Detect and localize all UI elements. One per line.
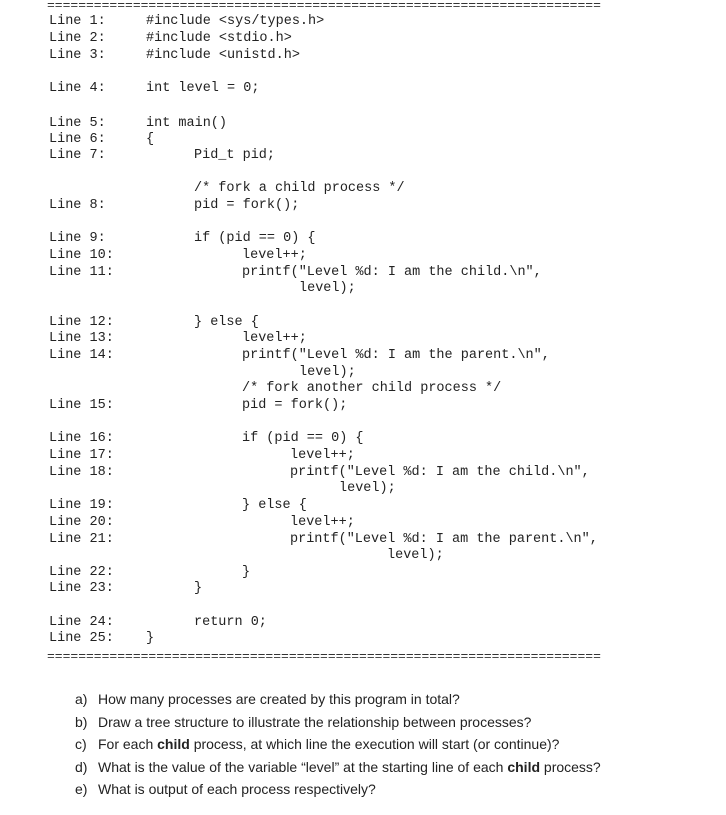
code-text: #include <unistd.h> <box>146 48 300 63</box>
line-number: Line 24: <box>49 615 114 630</box>
line-number: Line 18: <box>49 465 114 480</box>
code-text: int main() <box>146 116 228 131</box>
code-text: #include <sys/types.h> <box>146 14 325 29</box>
code-text: { <box>146 132 155 147</box>
line-number: Line 21: <box>49 532 114 547</box>
question-marker: b) <box>75 713 88 730</box>
line-number: Line 13: <box>49 331 114 346</box>
question-text: What is the value of the variable “level” at the starting line of each <box>98 758 508 775</box>
code-line <box>0 14 726 30</box>
code-line <box>0 81 726 97</box>
code-text: } else { <box>242 498 307 513</box>
question-marker: a) <box>75 691 88 707</box>
code-line <box>0 148 726 164</box>
question-emphasis: child <box>507 758 541 775</box>
code-text: if (pid == 0) { <box>242 431 364 446</box>
code-text: #include <stdio.h> <box>146 31 292 46</box>
question-emphasis: child <box>157 736 190 753</box>
line-number: Line 12: <box>49 315 114 330</box>
code-text: printf("Level %d: I am the parent.\n", <box>242 348 550 363</box>
code-line <box>0 431 726 447</box>
code-line <box>0 532 726 548</box>
line-number: Line 7: <box>49 148 106 163</box>
code-text: } else { <box>194 315 259 330</box>
question-item <box>75 733 601 756</box>
code-line <box>0 331 726 347</box>
code-line <box>0 631 726 647</box>
line-number: Line 17: <box>49 448 114 463</box>
code-text: pid = fork(); <box>194 198 300 213</box>
code-line <box>0 231 726 247</box>
code-text: level); <box>387 548 444 563</box>
line-number: Line 1: <box>49 14 106 29</box>
question-text: process? <box>540 758 601 775</box>
code-line <box>0 315 726 331</box>
code-text: } <box>194 581 203 596</box>
line-number: Line 25: <box>49 631 114 646</box>
bottom-separator: ======================================================================= <box>47 649 601 664</box>
code-line <box>0 515 726 531</box>
line-number: Line 8: <box>49 198 106 213</box>
line-number: Line 5: <box>49 116 106 131</box>
code-text: level++; <box>242 248 307 263</box>
code-text: level++; <box>290 448 355 463</box>
line-number: Line 16: <box>49 431 114 446</box>
question-text: What is output of each process respectively? <box>98 781 376 798</box>
question-marker: c) <box>75 736 87 753</box>
code-text: } <box>146 631 155 646</box>
code-line <box>0 116 726 132</box>
code-line <box>0 198 726 214</box>
code-text: printf("Level %d: I am the child.\n", <box>290 465 590 480</box>
question-text: For each <box>98 736 158 753</box>
line-number: Line 20: <box>49 515 114 530</box>
code-text: level++; <box>290 515 355 530</box>
code-text: printf("Level %d: I am the child.\n", <box>242 265 542 280</box>
code-line <box>0 581 726 597</box>
code-text: level); <box>339 481 396 496</box>
question-marker: e) <box>75 781 88 798</box>
code-text: Pid_t pid; <box>194 148 276 163</box>
question-text: process, at which line the execution will start (or continue)? <box>189 736 560 753</box>
code-text: if (pid == 0) { <box>194 231 316 246</box>
code-line <box>0 31 726 47</box>
top-separator: ======================================================================= <box>47 0 601 13</box>
code-text: /* fork another child process */ <box>242 381 502 396</box>
code-line <box>0 465 726 481</box>
code-line <box>0 615 726 631</box>
code-text: printf("Level %d: I am the parent.\n", <box>290 532 598 547</box>
line-number: Line 11: <box>49 265 114 280</box>
code-continuation <box>0 548 726 564</box>
question-item <box>75 778 601 801</box>
question-list <box>75 688 601 801</box>
code-continuation <box>0 281 726 297</box>
question-item <box>75 711 601 734</box>
code-text: int level = 0; <box>146 81 260 96</box>
line-number: Line 9: <box>49 231 106 246</box>
code-text: level); <box>299 365 356 380</box>
code-text: } <box>242 565 251 580</box>
code-continuation <box>0 365 726 381</box>
code-line <box>0 448 726 464</box>
question-text: Draw a tree structure to illustrate the relationship between processes? <box>98 713 532 730</box>
code-comment <box>0 381 726 397</box>
code-text: level); <box>299 281 356 296</box>
line-number: Line 22: <box>49 565 114 580</box>
line-number: Line 10: <box>49 248 114 263</box>
code-comment <box>0 181 726 197</box>
line-number: Line 19: <box>49 498 114 513</box>
line-number: Line 15: <box>49 398 114 413</box>
code-line <box>0 248 726 264</box>
code-text: level++; <box>242 331 307 346</box>
code-line <box>0 565 726 581</box>
line-number: Line 2: <box>49 31 106 46</box>
question-item <box>75 688 601 711</box>
question-item <box>75 756 601 779</box>
code-text: return 0; <box>194 615 267 630</box>
code-line <box>0 48 726 64</box>
code-text: /* fork a child process */ <box>194 181 405 196</box>
line-number: Line 6: <box>49 132 106 147</box>
code-line <box>0 265 726 281</box>
code-line <box>0 498 726 514</box>
code-line <box>0 348 726 364</box>
line-number: Line 23: <box>49 581 114 596</box>
code-line <box>0 132 726 148</box>
line-number: Line 14: <box>49 348 114 363</box>
question-text: How many processes are created by this program in total? <box>98 691 460 707</box>
question-marker: d) <box>75 758 88 775</box>
line-number: Line 4: <box>49 81 106 96</box>
code-line <box>0 398 726 414</box>
code-continuation <box>0 481 726 497</box>
line-number: Line 3: <box>49 48 106 63</box>
code-text: pid = fork(); <box>242 398 348 413</box>
